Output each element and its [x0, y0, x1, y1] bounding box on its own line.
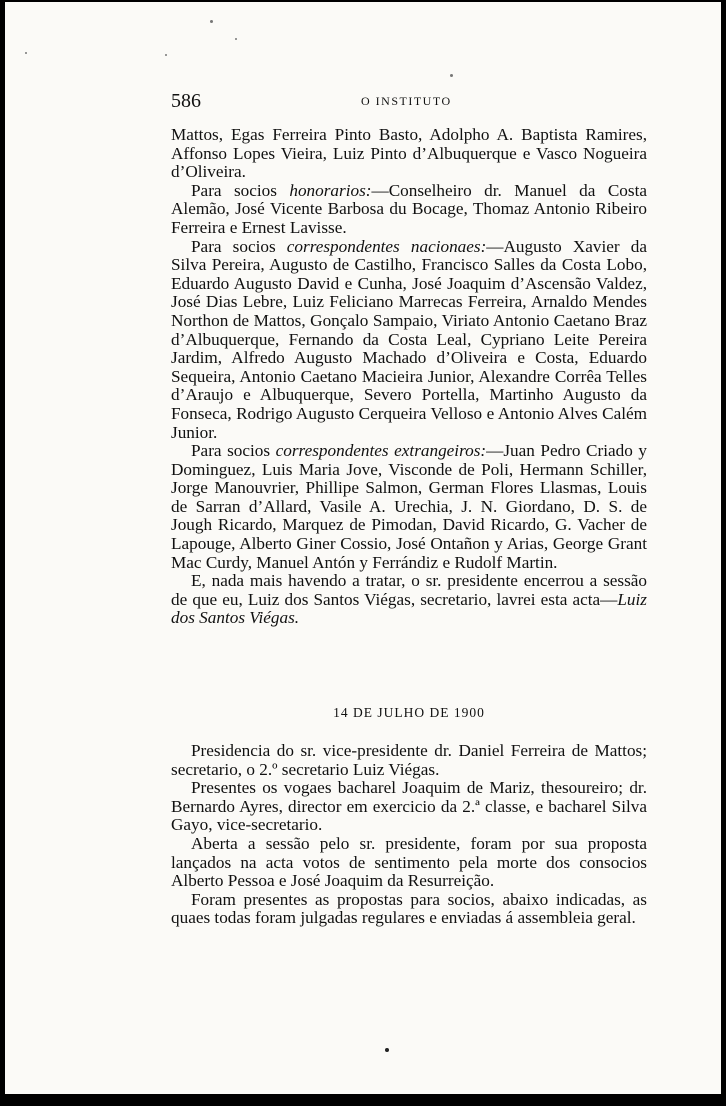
- paragraph-lead: Para socios: [191, 441, 276, 461]
- paper-speck: [450, 74, 453, 77]
- paragraph-text: E, nada mais havendo a tratar, o sr. presidente encerrou a sessão de que eu, Luiz dos Santos Viégas, secretario, lavrei esta acta—: [171, 571, 647, 609]
- paragraph-lead: Para socios: [191, 236, 287, 256]
- paragraph-text: —Juan Pedro Criado y Dominguez, Luis Maria Jove, Visconde de Poli, Hermann Schiller, Jorge Manouvrier, Phillipe Salmon, German Flores Llasmas, Louis de Sarran d’Allard, Vasile A. Urechia, J. N. Giordano, D. S. de Jough Ricardo, Marquez de Pimodan, David Ricardo, G. Vacher de Lapouge, Alberto Giner Cossio, José Ontañon y Arias, George Grant Mac Curdy, Manuel Antón y Ferrándiz e Rudolf Martin.: [171, 441, 647, 572]
- minutes-july-14: [171, 742, 647, 928]
- paper-speck: [165, 54, 167, 56]
- paragraph: Presidencia do sr. vice-presidente dr. Daniel Ferreira de Mattos; secretario, o 2.º secretario Luiz Viégas.: [171, 741, 647, 779]
- paragraph: Presentes os vogaes bacharel Joaquim de Mariz, thesoureiro; dr. Bernardo Ayres, director em exercicio da 2.ª classe, e bacharel Silva Gayo, vice-secretario.: [171, 778, 647, 835]
- paper-speck: [235, 38, 237, 40]
- category-label: correspondentes extrangeiros:: [275, 441, 487, 461]
- ink-dot: [385, 1048, 389, 1052]
- journal-title: O INSTITUTO: [361, 94, 452, 108]
- page-number: 586: [171, 90, 201, 112]
- category-label: correspondentes nacionaes:: [286, 236, 487, 256]
- paragraph: [171, 442, 647, 572]
- running-head: [171, 90, 651, 114]
- session-date-heading: 14 DE JULHO DE 1900: [333, 705, 485, 720]
- paragraph: [171, 572, 647, 628]
- minutes-continuation: [171, 126, 647, 628]
- category-label: honorarios:: [289, 180, 372, 200]
- paragraph-text: —Augusto Xavier da Silva Pereira, Augusto de Castilho, Francisco Salles da Costa Lobo, Eduardo Augusto David e Cunha, José Joaquim d’Ascensão Valdez, José Dias Lebre, Luiz Feliciano Marrecas Ferreira, Arnaldo Mendes Northon de Mattos, Gonçalo Sampaio, Viriato Antonio Caetano Braz d’Albuquerque, Fernando da Costa Leal, Cypriano Leite Pereira Jardim, Alfredo Augusto Machado d’Oliveira e Costa, Eduardo Sequeira, Antonio Caetano Macieira Junior, Alexandre Corrêa Telles d’Araujo e Albuquerque, Severo Portella, Martinho Augusto da Fonseca, Rodrigo Augusto Cerqueira Velloso e Antonio Alves Calém Junior.: [171, 236, 647, 442]
- paragraph: [171, 182, 647, 238]
- paper-speck: [210, 20, 213, 23]
- paper-speck: [25, 52, 27, 54]
- paragraph: [171, 238, 647, 443]
- paragraph: Foram presentes as propostas para socios, abaixo indicadas, as quaes todas foram julgadas regulares e enviadas á assembleia geral.: [171, 889, 647, 928]
- paragraph-lead: Para socios: [191, 180, 290, 200]
- paragraph: Mattos, Egas Ferreira Pinto Basto, Adolpho A. Baptista Ramires, Affonso Lopes Vieira, Luiz Pinto d’Albuquerque e Vasco Nogueira d’Oliveira.: [171, 125, 647, 182]
- secretary-signature: Luiz dos Santos Viégas.: [171, 589, 647, 628]
- paragraph-text: —Conselheiro dr. Manuel da Costa Alemão, José Vicente Barbosa du Bocage, Thomaz Antonio Ribeiro Ferreira e Ernest Lavisse.: [171, 180, 647, 237]
- paragraph: Aberta a sessão pelo sr. presidente, foram por sua proposta lançados na acta votos de sentimento pela morte dos consocios Alberto Pessoa e José Joaquim da Resurreição.: [171, 833, 647, 891]
